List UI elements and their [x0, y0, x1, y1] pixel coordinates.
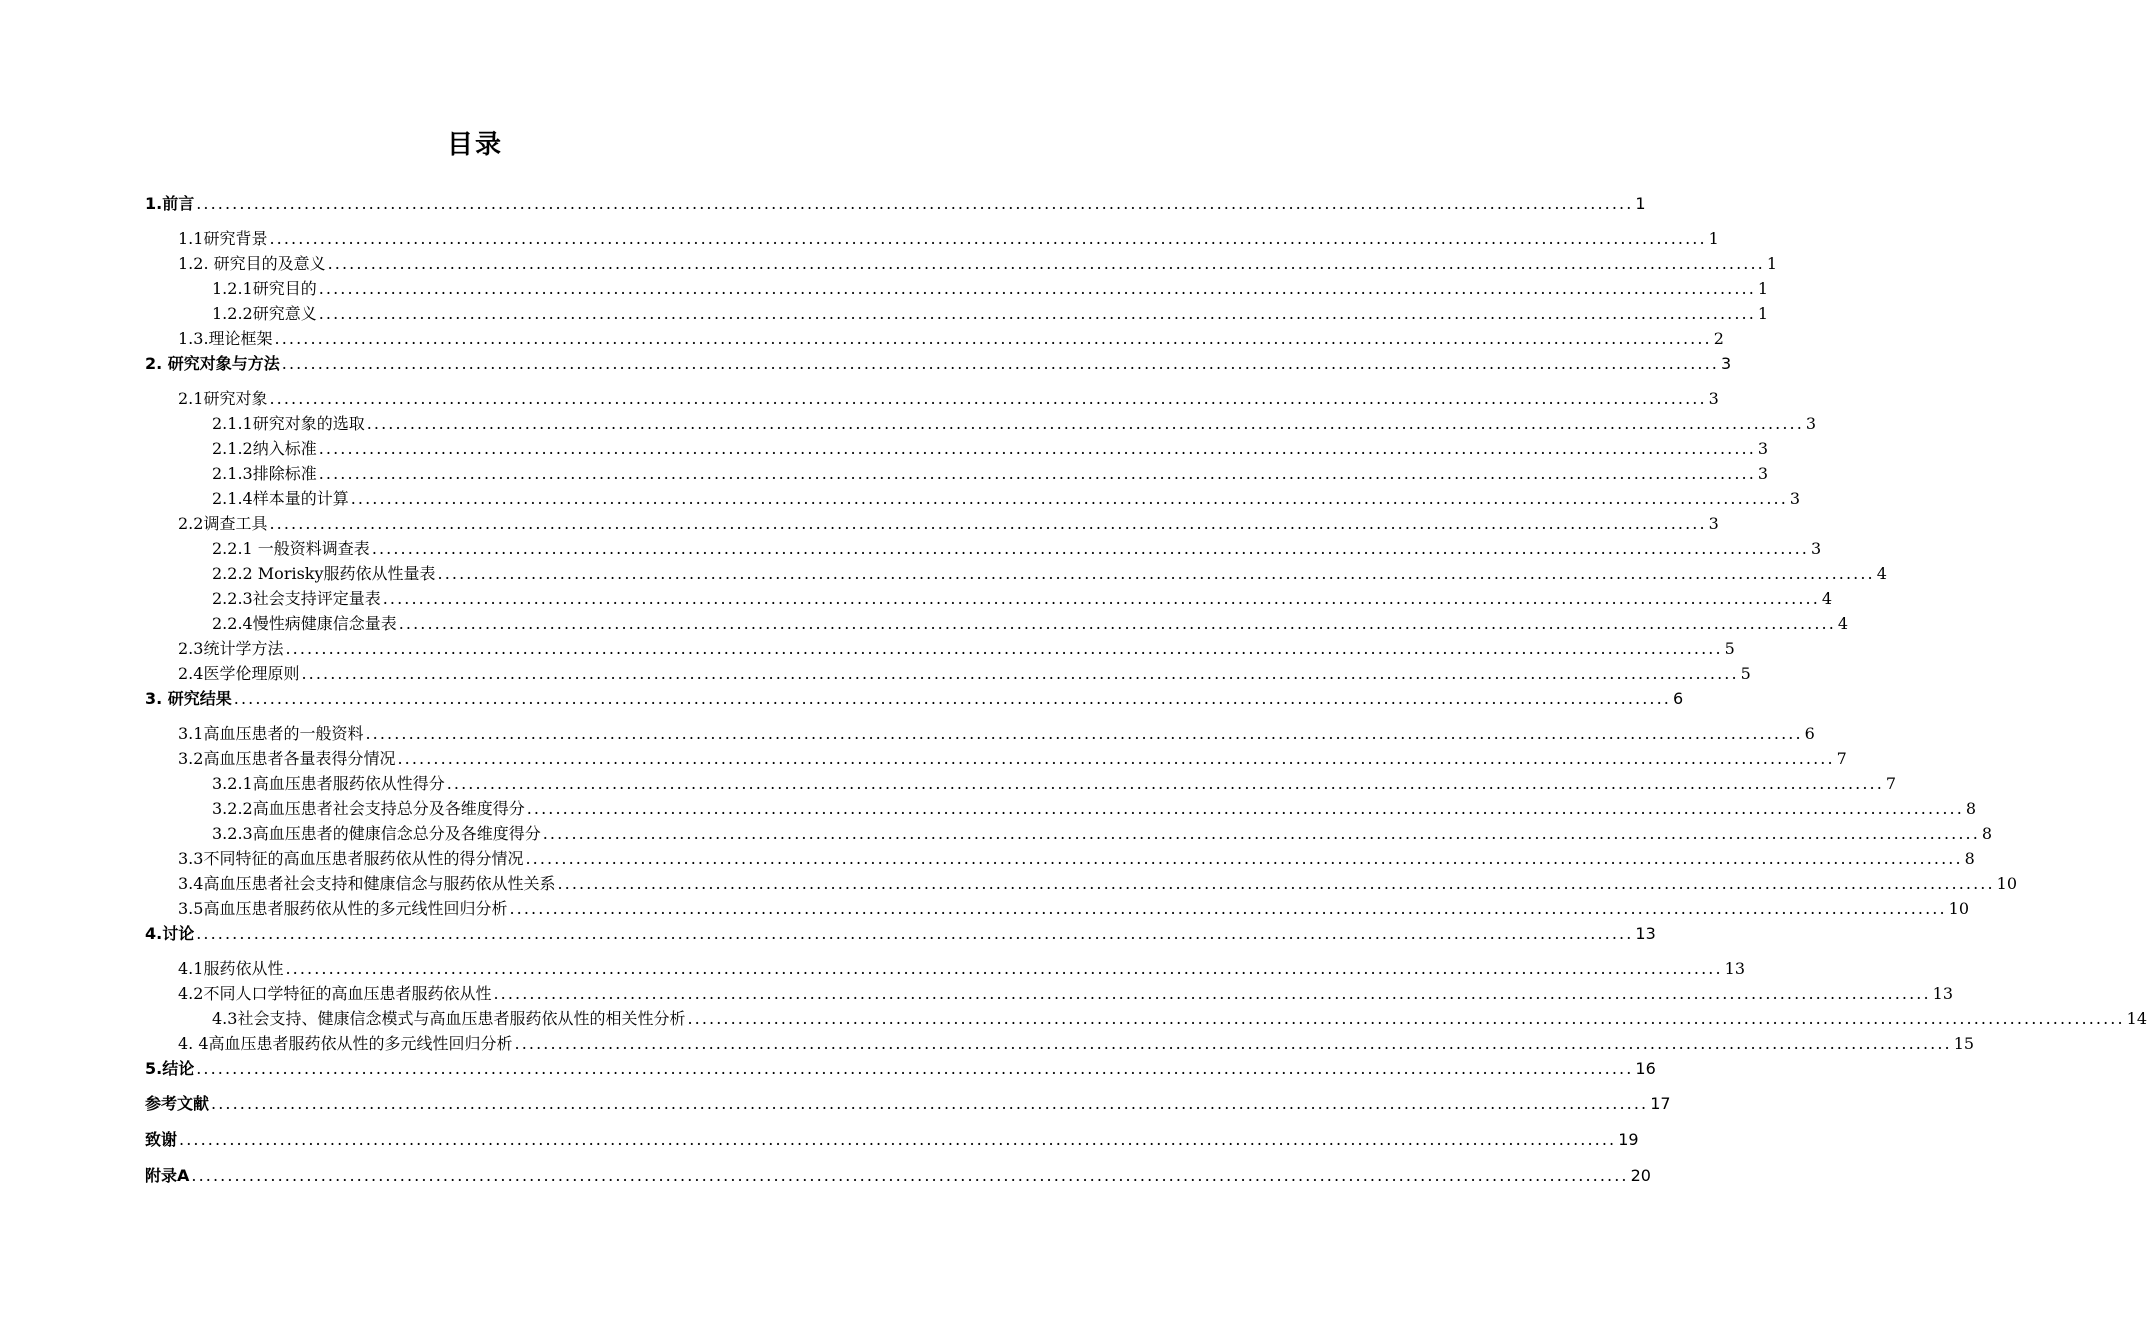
- toc-entry[interactable]: [178, 724, 1815, 744]
- toc-entry[interactable]: [178, 849, 1975, 869]
- toc-entry[interactable]: [212, 439, 1769, 459]
- dot-leader: ........................................................................................................................................................................................................: [557, 874, 1995, 893]
- toc-entry[interactable]: [178, 984, 1953, 1004]
- toc-entry-title: 3.2.3高血压患者的健康信念总分及各维度得分: [212, 824, 541, 843]
- toc-entry[interactable]: [212, 304, 1769, 324]
- toc-page-number: 5: [1740, 664, 1751, 683]
- toc-entry-title: 3.2.2高血压患者社会支持总分及各维度得分: [212, 799, 525, 818]
- toc-entry[interactable]: [178, 329, 1724, 349]
- toc-entry[interactable]: [212, 414, 1817, 434]
- toc-page-number: 13: [1724, 959, 1745, 978]
- toc-page-number: 16: [1635, 1059, 1656, 1078]
- toc-page-number: 3: [1805, 414, 1817, 433]
- dot-leader: ........................................................................................................................................................................................................: [526, 799, 1964, 818]
- dot-leader: ........................................................................................................................................................................................................: [509, 899, 1947, 918]
- page-title: 目录: [446, 130, 503, 160]
- dot-leader: ........................................................................................................................................................................................................: [371, 539, 1809, 558]
- dot-leader: ........................................................................................................................................................................................................: [179, 1130, 1617, 1149]
- dot-leader: ........................................................................................................................................................................................................: [318, 464, 1756, 483]
- toc-entry-title: 2.2.2 Morisky服药依从性量表: [212, 564, 436, 583]
- toc-page-number: 10: [1996, 874, 2017, 893]
- dot-leader: ........................................................................................................................................................................................................: [318, 304, 1756, 323]
- toc-entry-title: 2.3统计学方法: [178, 639, 284, 658]
- toc-entry[interactable]: [178, 749, 1847, 769]
- toc-page-number: 1: [1766, 254, 1777, 273]
- toc-entry[interactable]: [212, 489, 1801, 509]
- toc-entry-title: 5.结论: [145, 1059, 195, 1078]
- dot-leader: ........................................................................................................................................................................................................: [318, 439, 1756, 458]
- toc-entry-title: 2.4医学伦理原则: [178, 664, 300, 683]
- toc-entry[interactable]: [212, 279, 1769, 299]
- toc-page-number: 7: [1885, 774, 1897, 793]
- dot-leader: ........................................................................................................................................................................................................: [196, 1059, 1634, 1078]
- toc-entry-title: 4. 4高血压患者服药依从性的多元线性回归分析: [178, 1034, 513, 1053]
- toc-page-number: 1: [1708, 229, 1719, 248]
- dot-leader: ........................................................................................................................................................................................................: [274, 329, 1712, 348]
- dot-leader: ........................................................................................................................................................................................................: [687, 1009, 2125, 1028]
- toc-entry[interactable]: [178, 899, 1969, 919]
- dot-leader: ........................................................................................................................................................................................................: [285, 959, 1723, 978]
- dot-leader: ........................................................................................................................................................................................................: [233, 689, 1671, 708]
- toc-page-number: 3: [1757, 439, 1769, 458]
- toc-entry-title: 2.2.4慢性病健康信念量表: [212, 614, 397, 633]
- toc-page-number: 13: [1932, 984, 1953, 1003]
- toc-page-number: 8: [1964, 849, 1975, 868]
- toc-page-number: 7: [1836, 749, 1847, 768]
- dot-leader: ........................................................................................................................................................................................................: [514, 1034, 1952, 1053]
- toc-entry[interactable]: [178, 1034, 1975, 1054]
- toc-entry-title: 3.4高血压患者社会支持和健康信念与服药依从性关系: [178, 874, 556, 893]
- toc-entry[interactable]: [212, 824, 1993, 844]
- toc-entry-title: 3.2.1高血压患者服药依从性得分: [212, 774, 445, 793]
- toc-entry[interactable]: [178, 959, 1745, 979]
- toc-entry[interactable]: [178, 664, 1751, 684]
- dot-leader: ........................................................................................................................................................................................................: [285, 639, 1723, 658]
- toc-entry-title: 致谢: [145, 1130, 178, 1149]
- toc-entry-title: 附录A: [145, 1166, 190, 1185]
- toc-entry-title: 2.1.2纳入标准: [212, 439, 317, 458]
- toc-entry-title: 3.2高血压患者各量表得分情况: [178, 749, 396, 768]
- dot-leader: ........................................................................................................................................................................................................: [382, 589, 1820, 608]
- toc-entry-title: 2.2.1 一般资料调查表: [212, 539, 370, 558]
- toc-entry[interactable]: [212, 464, 1769, 484]
- toc-page-number: 8: [1981, 824, 1993, 843]
- toc-entry[interactable]: [145, 1166, 1651, 1186]
- toc-entry[interactable]: [178, 639, 1735, 659]
- toc-page-number: 8: [1965, 799, 1977, 818]
- toc-entry-title: 4.2不同人口学特征的高血压患者服药依从性: [178, 984, 492, 1003]
- dot-leader: ........................................................................................................................................................................................................: [397, 749, 1835, 768]
- toc-entry[interactable]: [212, 1009, 2147, 1029]
- toc-page-number: 15: [1953, 1034, 1975, 1053]
- dot-leader: ........................................................................................................................................................................................................: [525, 849, 1963, 868]
- toc-page-number: 1: [1757, 279, 1769, 298]
- dot-leader: ........................................................................................................................................................................................................: [269, 389, 1707, 408]
- dot-leader: ........................................................................................................................................................................................................: [191, 1166, 1629, 1185]
- toc-page-number: 3: [1720, 354, 1732, 373]
- dot-leader: ........................................................................................................................................................................................................: [196, 194, 1634, 213]
- dot-leader: ........................................................................................................................................................................................................: [493, 984, 1931, 1003]
- toc-entry-title: 1.2. 研究目的及意义: [178, 254, 326, 273]
- toc-entry-title: 4.1服药依从性: [178, 959, 284, 978]
- toc-page-number: 4: [1876, 564, 1887, 583]
- toc-page-number: 3: [1811, 539, 1822, 558]
- toc-entry[interactable]: [145, 194, 1646, 214]
- toc-page-number: 13: [1635, 924, 1656, 943]
- toc-page-number: 3: [1789, 489, 1801, 508]
- toc-page-number: 3: [1708, 514, 1719, 533]
- toc-entry-title: 1.2.2研究意义: [212, 304, 317, 323]
- toc-page-number: 19: [1618, 1130, 1639, 1149]
- toc-entry-title: 4.讨论: [145, 924, 195, 943]
- toc-entry-title: 2. 研究对象与方法: [145, 354, 280, 373]
- toc-entry-title: 参考文献: [145, 1094, 210, 1113]
- toc-page-number: 10: [1948, 899, 1969, 918]
- toc-entry-title: 1.1研究背景: [178, 229, 268, 248]
- toc-entry[interactable]: [178, 874, 2017, 894]
- dot-leader: ........................................................................................................................................................................................................: [437, 564, 1875, 583]
- toc-entry[interactable]: [212, 539, 1822, 559]
- toc-entry[interactable]: [145, 1059, 1656, 1079]
- toc-entry[interactable]: [212, 799, 1977, 819]
- dot-leader: ........................................................................................................................................................................................................: [318, 279, 1756, 298]
- dot-leader: ........................................................................................................................................................................................................: [446, 774, 1884, 793]
- toc-entry[interactable]: [145, 924, 1656, 944]
- toc-page-number: 17: [1650, 1094, 1671, 1113]
- dot-leader: ........................................................................................................................................................................................................: [327, 254, 1765, 273]
- toc-entry[interactable]: [178, 229, 1719, 249]
- toc-entry-title: 3.3不同特征的高血压患者服药依从性的得分情况: [178, 849, 524, 868]
- toc-entry-title: 1.前言: [145, 194, 195, 213]
- toc-entry[interactable]: [212, 614, 1849, 634]
- toc-entry[interactable]: [178, 254, 1777, 274]
- toc-entry-title: 2.1.3排除标准: [212, 464, 317, 483]
- toc-page-number: 3: [1757, 464, 1769, 483]
- toc-page-number: 1: [1635, 194, 1646, 213]
- toc-entry-title: 3.5高血压患者服药依从性的多元线性回归分析: [178, 899, 508, 918]
- toc-entry[interactable]: [145, 354, 1732, 374]
- toc-page-number: 14: [2126, 1009, 2147, 1028]
- toc-entry-title: 1.2.1研究目的: [212, 279, 317, 298]
- toc-entry[interactable]: [178, 389, 1719, 409]
- toc-page-number: 4: [1821, 589, 1833, 608]
- dot-leader: ........................................................................................................................................................................................................: [542, 824, 1980, 843]
- toc-page-number: 1: [1757, 304, 1769, 323]
- dot-leader: ........................................................................................................................................................................................................: [281, 354, 1719, 373]
- toc-entry[interactable]: [145, 689, 1684, 709]
- toc-page-number: 20: [1630, 1166, 1651, 1185]
- dot-leader: ........................................................................................................................................................................................................: [196, 924, 1634, 943]
- dot-leader: ........................................................................................................................................................................................................: [269, 229, 1707, 248]
- toc-page-number: 4: [1837, 614, 1849, 633]
- dot-leader: ........................................................................................................................................................................................................: [365, 724, 1803, 743]
- dot-leader: ........................................................................................................................................................................................................: [398, 614, 1836, 633]
- toc-entry-title: 3.1高血压患者的一般资料: [178, 724, 364, 743]
- toc-page-number: 6: [1672, 689, 1684, 708]
- toc-page-number: 6: [1804, 724, 1815, 743]
- dot-leader: ........................................................................................................................................................................................................: [211, 1094, 1649, 1113]
- toc-entry[interactable]: [178, 514, 1719, 534]
- toc-entry[interactable]: [145, 1130, 1639, 1150]
- toc-page-number: 2: [1713, 329, 1724, 348]
- toc-entry-title: 2.2调查工具: [178, 514, 268, 533]
- toc-entry-title: 2.1研究对象: [178, 389, 268, 408]
- dot-leader: ........................................................................................................................................................................................................: [301, 664, 1739, 683]
- toc-entry-title: 1.3.理论框架: [178, 329, 273, 348]
- toc-page-number: 5: [1724, 639, 1735, 658]
- toc-entry-title: 2.1.1研究对象的选取: [212, 414, 365, 433]
- dot-leader: ........................................................................................................................................................................................................: [350, 489, 1788, 508]
- toc-entry-title: 4.3社会支持、健康信念模式与高血压患者服药依从性的相关性分析: [212, 1009, 686, 1028]
- toc-page-number: 3: [1708, 389, 1719, 408]
- toc-entry[interactable]: [212, 589, 1833, 609]
- dot-leader: ........................................................................................................................................................................................................: [366, 414, 1804, 433]
- toc-entry[interactable]: [212, 564, 1887, 584]
- dot-leader: ........................................................................................................................................................................................................: [269, 514, 1707, 533]
- toc-entry-title: 2.1.4样本量的计算: [212, 489, 349, 508]
- toc-entry[interactable]: [212, 774, 1897, 794]
- toc-entry[interactable]: [145, 1094, 1671, 1114]
- toc-entry-title: 3. 研究结果: [145, 689, 232, 708]
- toc-entry-title: 2.2.3社会支持评定量表: [212, 589, 381, 608]
